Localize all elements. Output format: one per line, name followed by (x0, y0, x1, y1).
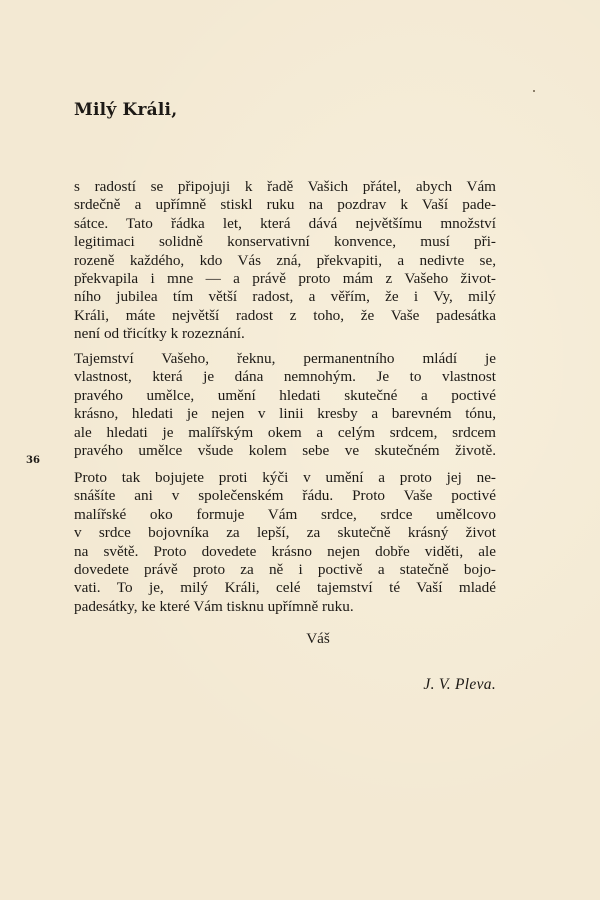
text-line: rozeně každého, kdo Vás zná, překvapiti, a nedivte se, (74, 251, 496, 269)
text-line: Proto tak bojujete proti kýči v umění a proto jej ne- (74, 469, 496, 486)
paragraph-3 (74, 469, 496, 616)
signature: J. V. Pleva. (423, 676, 496, 693)
text-line: Tajemství Vašeho, řeknu, permanentního mládí je (74, 350, 496, 367)
text-line: v srdce bojovníka za lepší, za skutečně krásný život (74, 524, 496, 542)
text-line: sátce. Tato řádka let, která dává největšímu množství (74, 214, 496, 232)
text-line: ale hledati je malířským okem a celým srdcem, srdcem (74, 423, 496, 441)
text-line: legitimaci solidně konservativní konvence, musí při- (74, 233, 496, 251)
text-line: pravého umělce, umění hledati skutečné a poctivé (74, 386, 496, 404)
text-line: není od třicítky k rozeznání. (74, 325, 245, 343)
text-line: malířské oko formuje Vám srdce, srdce umělcovo (74, 505, 496, 523)
text-line: s radostí se připojuji k řadě Vašich přátel, abych Vám (74, 178, 496, 195)
text-line: pravého umělce všude kolem sebe ve skutečném životě. (74, 442, 496, 460)
page-number: 36 (26, 455, 40, 466)
salutation: Milý Králi, (74, 100, 178, 120)
paper-speck (533, 90, 535, 92)
text-line: překvapila i mne — a právě proto mám z Vašeho život- (74, 270, 496, 288)
text-line: ního jubilea tím větší radost, a věřím, že i Vy, milý (74, 288, 496, 306)
text-line: snášíte ani v společenském řádu. Proto Vaše poctivé (74, 487, 496, 505)
closing: Váš (306, 630, 330, 647)
text-line: srdečně a upřímně stiskl ruku na pozdrav k Vaší pade- (74, 196, 496, 214)
text-line: dovedete právě proto za ně i poctivě a statečně bojo- (74, 561, 496, 579)
text-line: Králi, máte největší radost z toho, že Vaše padesátka (74, 306, 496, 324)
text-line: vati. To je, milý Králi, celé tajemství té Vaší mladé (74, 579, 496, 597)
text-line: padesátky, ke které Vám tisknu upřímně ruku. (74, 597, 354, 615)
text-line: na světě. Proto dovedete krásno nejen dobře viděti, ale (74, 542, 496, 560)
text-line: vlastnost, která je dána nemnohým. Je to vlastnost (74, 368, 496, 386)
text-line: krásno, hledati je nejen v linii kresby a barevném tónu, (74, 405, 496, 423)
paragraph-1 (74, 178, 496, 344)
paragraph-2 (74, 350, 496, 460)
